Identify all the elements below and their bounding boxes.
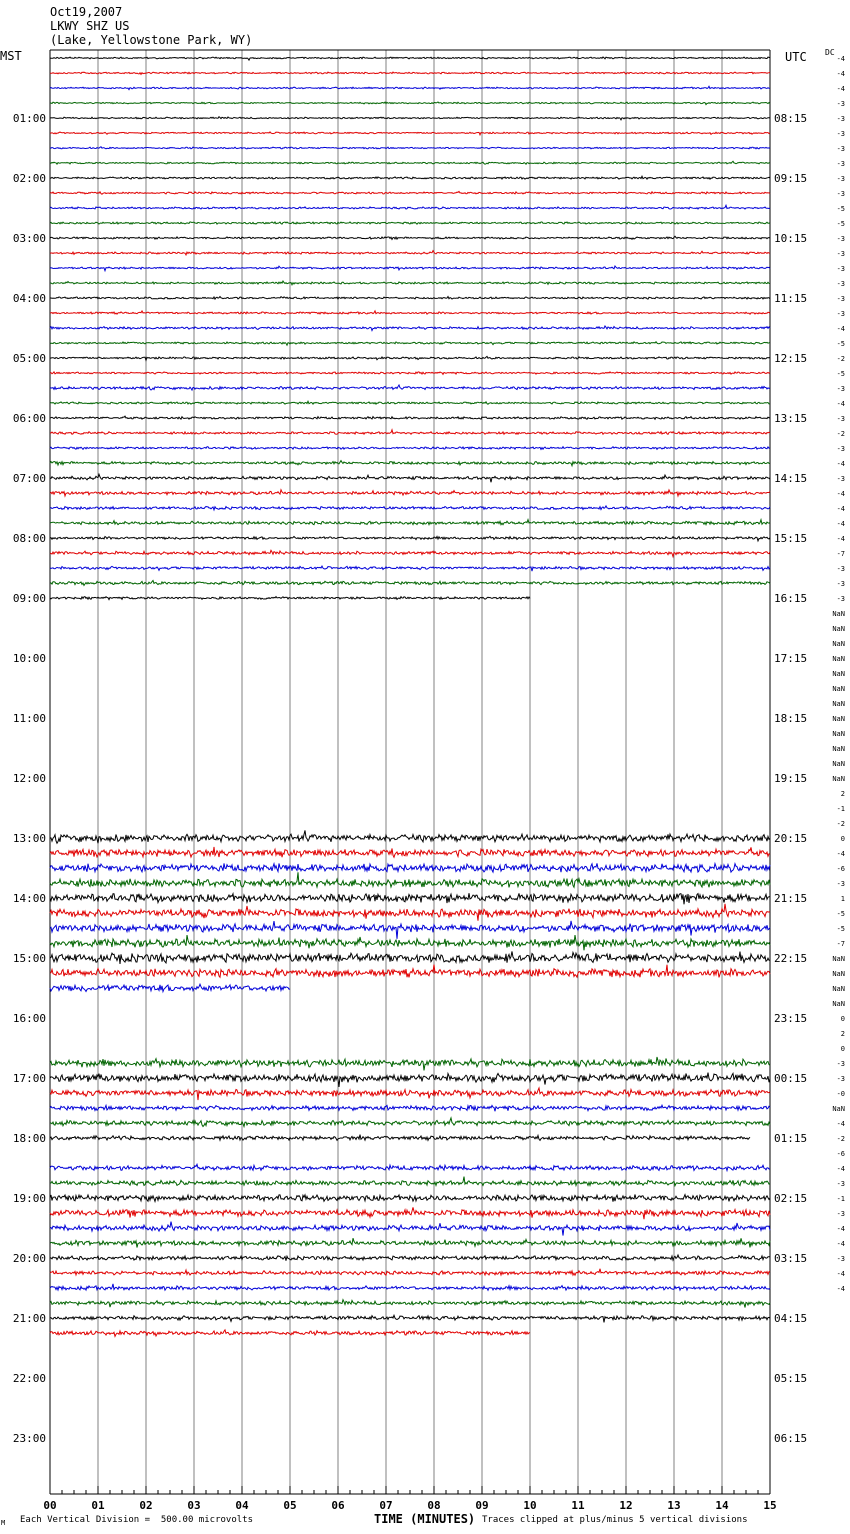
- dc-offset-value: -4: [836, 460, 845, 468]
- dc-offset-value: -5: [836, 340, 845, 348]
- x-tick-label: 09: [475, 1499, 489, 1512]
- trace-row-9: [50, 191, 770, 194]
- trace-row-5: [50, 132, 770, 135]
- dc-offset-value: 0: [840, 1045, 845, 1053]
- dc-offset-value: -1: [836, 805, 845, 813]
- dc-offset-value: -3: [836, 445, 845, 453]
- right-hour-label: 06:15: [774, 1432, 808, 1445]
- dc-offset-value: -3: [836, 265, 845, 273]
- dc-offset-value: NaN: [832, 760, 845, 768]
- left-hour-label: 12:00: [12, 772, 46, 785]
- dc-offset-value: -3: [836, 1180, 845, 1188]
- trace-row-67: [50, 1057, 770, 1070]
- left-hour-label: 18:00: [12, 1132, 46, 1145]
- left-hour-label: 11:00: [12, 712, 46, 725]
- dc-offset-value: -3: [836, 475, 845, 483]
- dc-offset-value: -4: [836, 55, 845, 63]
- right-hour-label: 18:15: [774, 712, 808, 725]
- x-tick-label: 11: [571, 1499, 585, 1512]
- trace-row-58: [50, 921, 770, 939]
- dc-offset-value: -7: [836, 940, 845, 948]
- dc-offset-value: 0: [840, 835, 845, 843]
- trace-row-14: [50, 266, 770, 271]
- right-hour-label: 03:15: [774, 1252, 808, 1265]
- dc-offset-column: [832, 55, 845, 1293]
- x-tick-label: 12: [619, 1499, 633, 1512]
- trace-row-15: [50, 281, 770, 285]
- trace-row-26: [50, 447, 770, 450]
- left-hour-label: 15:00: [12, 952, 46, 965]
- dc-offset-value: -3: [836, 175, 845, 183]
- dc-offset-value: -3: [836, 1210, 845, 1218]
- right-hour-axis: [774, 112, 807, 1445]
- trace-row-21: [50, 372, 770, 375]
- trace-row-77: [50, 1207, 770, 1219]
- dc-offset-value: 2: [840, 790, 845, 798]
- dc-offset-value: -3: [836, 280, 845, 288]
- dc-offset-value: NaN: [832, 685, 845, 693]
- time-grid: [50, 50, 770, 1494]
- x-tick-label: 03: [187, 1499, 201, 1512]
- dc-offset-value: -3: [836, 250, 845, 258]
- x-tick-label: 04: [235, 1499, 249, 1512]
- x-tick-label: 01: [91, 1499, 105, 1512]
- trace-row-81: [50, 1269, 770, 1275]
- dc-offset-value: NaN: [832, 670, 845, 678]
- dc-offset-value: NaN: [832, 625, 845, 633]
- left-hour-label: 23:00: [12, 1432, 46, 1445]
- trace-row-6: [50, 147, 770, 149]
- dc-offset-value: -2: [836, 355, 845, 363]
- dc-offset-value: NaN: [832, 640, 845, 648]
- right-hour-label: 02:15: [774, 1192, 808, 1205]
- trace-row-0: [50, 57, 770, 60]
- dc-offset-value: -5: [836, 205, 845, 213]
- right-hour-label: 09:15: [774, 172, 808, 185]
- trace-row-11: [50, 222, 770, 224]
- dc-offset-value: NaN: [832, 745, 845, 753]
- dc-offset-value: -0: [836, 1090, 845, 1098]
- left-hour-label: 22:00: [12, 1372, 46, 1385]
- left-hour-label: 17:00: [12, 1072, 46, 1085]
- dc-offset-value: -3: [836, 415, 845, 423]
- trace-row-18: [50, 326, 770, 331]
- trace-row-70: [50, 1105, 770, 1111]
- dc-offset-value: -5: [836, 925, 845, 933]
- trace-row-69: [50, 1088, 770, 1100]
- left-hour-label: 06:00: [12, 412, 46, 425]
- dc-offset-value: -4: [836, 490, 845, 498]
- dc-offset-value: 1: [840, 895, 845, 903]
- trace-row-10: [50, 205, 770, 209]
- right-hour-label: 16:15: [774, 592, 808, 605]
- trace-row-61: [50, 965, 770, 978]
- clip-note: Traces clipped at plus/minus 5 vertical divisions: [482, 1515, 748, 1525]
- dc-offset-value: -4: [836, 1165, 845, 1173]
- dc-offset-value: NaN: [832, 970, 845, 978]
- dc-offset-value: NaN: [832, 655, 845, 663]
- right-hour-label: 20:15: [774, 832, 808, 845]
- trace-row-71: [50, 1118, 770, 1127]
- trace-row-2: [50, 86, 770, 89]
- right-hour-label: 14:15: [774, 472, 808, 485]
- left-hour-label: 01:00: [12, 112, 46, 125]
- dc-offset-value: -3: [836, 115, 845, 123]
- left-hour-label: 20:00: [12, 1252, 46, 1265]
- dc-offset-value: NaN: [832, 775, 845, 783]
- trace-row-56: [50, 893, 770, 904]
- trace-row-31: [50, 520, 770, 525]
- left-hour-label: 16:00: [12, 1012, 46, 1025]
- trace-row-3: [50, 102, 770, 105]
- right-hour-label: 17:15: [774, 652, 808, 665]
- trace-row-83: [50, 1300, 770, 1308]
- trace-row-80: [50, 1255, 770, 1261]
- trace-row-55: [50, 872, 770, 887]
- trace-row-75: [50, 1177, 770, 1186]
- left-hour-label: 13:00: [12, 832, 46, 845]
- trace-row-23: [50, 401, 770, 404]
- x-tick-label: 06: [331, 1499, 345, 1512]
- x-tick-label: 02: [139, 1499, 153, 1512]
- right-hour-label: 05:15: [774, 1372, 808, 1385]
- dc-offset-value: -3: [836, 130, 845, 138]
- dc-label: DC: [825, 48, 835, 57]
- dc-offset-value: -4: [836, 505, 845, 513]
- right-hour-label: 23:15: [774, 1012, 808, 1025]
- dc-offset-value: -5: [836, 370, 845, 378]
- right-hour-label: 21:15: [774, 892, 808, 905]
- trace-row-24: [50, 416, 770, 419]
- trace-row-16: [50, 297, 770, 300]
- right-hour-label: 12:15: [774, 352, 808, 365]
- trace-row-30: [50, 506, 770, 510]
- dc-offset-value: -2: [836, 820, 845, 828]
- dc-offset-value: -3: [836, 145, 845, 153]
- trace-row-34: [50, 566, 770, 571]
- dc-offset-value: -6: [836, 865, 845, 873]
- trace-row-53: [50, 847, 770, 857]
- dc-offset-value: NaN: [832, 1105, 845, 1113]
- trace-row-22: [50, 385, 770, 390]
- right-hour-label: 13:15: [774, 412, 808, 425]
- trace-row-52: [50, 830, 770, 843]
- dc-offset-value: -4: [836, 1225, 845, 1233]
- trace-row-68: [50, 1073, 770, 1087]
- x-axis: [43, 1486, 776, 1512]
- left-hour-label: 21:00: [12, 1312, 46, 1325]
- trace-row-19: [50, 342, 770, 346]
- trace-row-33: [50, 550, 770, 556]
- dc-offset-value: -4: [836, 1285, 845, 1293]
- dc-offset-value: -3: [836, 160, 845, 168]
- trace-row-79: [50, 1238, 770, 1247]
- dc-offset-value: -7: [836, 550, 845, 558]
- trace-row-25: [50, 430, 770, 435]
- dc-offset-value: -3: [836, 595, 845, 603]
- right-hour-label: 01:15: [774, 1132, 808, 1145]
- dc-offset-value: NaN: [832, 1000, 845, 1008]
- scale-note: Each Vertical Division = 500.00 microvolts: [20, 1515, 253, 1525]
- dc-offset-value: NaN: [832, 700, 845, 708]
- dc-offset-value: -3: [836, 1075, 845, 1083]
- dc-offset-value: -4: [836, 1240, 845, 1248]
- dc-offset-value: -3: [836, 310, 845, 318]
- trace-group: [50, 57, 770, 1336]
- dc-offset-value: -4: [836, 535, 845, 543]
- left-timezone: MST: [0, 49, 22, 63]
- trace-row-57: [50, 904, 770, 921]
- dc-offset-value: -5: [836, 910, 845, 918]
- trace-row-62: [50, 984, 290, 991]
- trace-row-59: [50, 935, 770, 950]
- trace-row-28: [50, 474, 770, 482]
- dc-offset-value: -5: [836, 220, 845, 228]
- dc-offset-value: -3: [836, 565, 845, 573]
- dc-offset-value: -3: [836, 235, 845, 243]
- chart-date: Oct19,2007: [50, 5, 123, 19]
- dc-offset-value: -3: [836, 100, 845, 108]
- trace-row-74: [50, 1164, 770, 1170]
- left-hour-label: 03:00: [12, 232, 46, 245]
- dc-offset-value: -4: [836, 400, 845, 408]
- chart-location: (Lake, Yellowstone Park, WY): [50, 33, 253, 47]
- footer-mark: M: [1, 1519, 6, 1527]
- dc-offset-value: -2: [836, 430, 845, 438]
- dc-offset-value: NaN: [832, 715, 845, 723]
- left-hour-label: 04:00: [12, 292, 46, 305]
- x-tick-label: 07: [379, 1499, 393, 1512]
- right-hour-label: 08:15: [774, 112, 808, 125]
- dc-offset-value: -3: [836, 1060, 845, 1068]
- trace-row-32: [50, 536, 770, 541]
- x-tick-label: 08: [427, 1499, 441, 1512]
- trace-row-7: [50, 161, 770, 164]
- trace-row-13: [50, 251, 770, 255]
- right-hour-label: 22:15: [774, 952, 808, 965]
- dc-offset-value: -4: [836, 85, 845, 93]
- trace-row-78: [50, 1222, 770, 1236]
- chart-station: LKWY SHZ US: [50, 19, 130, 33]
- trace-row-29: [50, 490, 770, 496]
- trace-row-60: [50, 951, 770, 964]
- dc-offset-value: 2: [840, 1030, 845, 1038]
- left-hour-label: 07:00: [12, 472, 46, 485]
- dc-offset-value: 0: [840, 1015, 845, 1023]
- dc-offset-value: -4: [836, 70, 845, 78]
- right-hour-label: 15:15: [774, 532, 808, 545]
- left-hour-label: 02:00: [12, 172, 46, 185]
- right-hour-label: 04:15: [774, 1312, 808, 1325]
- left-hour-label: 19:00: [12, 1192, 46, 1205]
- dc-offset-value: -4: [836, 1270, 845, 1278]
- x-tick-label: 05: [283, 1499, 297, 1512]
- trace-row-4: [50, 117, 770, 120]
- right-hour-label: 11:15: [774, 292, 808, 305]
- dc-offset-value: -1: [836, 1195, 845, 1203]
- trace-row-84: [50, 1315, 770, 1322]
- dc-offset-value: -4: [836, 325, 845, 333]
- right-hour-label: 19:15: [774, 772, 808, 785]
- dc-offset-value: -3: [836, 880, 845, 888]
- trace-row-76: [50, 1195, 770, 1202]
- right-hour-label: 10:15: [774, 232, 808, 245]
- trace-row-20: [50, 356, 770, 360]
- dc-offset-value: NaN: [832, 985, 845, 993]
- dc-offset-value: NaN: [832, 730, 845, 738]
- dc-offset-value: -3: [836, 190, 845, 198]
- dc-offset-value: -4: [836, 520, 845, 528]
- left-hour-label: 08:00: [12, 532, 46, 545]
- x-tick-label: 00: [43, 1499, 57, 1512]
- trace-row-72: [50, 1135, 750, 1141]
- right-timezone: UTC: [785, 50, 807, 64]
- left-hour-label: 09:00: [12, 592, 46, 605]
- left-hour-label: 10:00: [12, 652, 46, 665]
- x-axis-title: TIME (MINUTES): [374, 1512, 476, 1526]
- dc-offset-value: -3: [836, 385, 845, 393]
- trace-row-54: [50, 863, 770, 872]
- trace-row-8: [50, 176, 770, 179]
- dc-offset-value: -3: [836, 1255, 845, 1263]
- dc-offset-value: NaN: [832, 610, 845, 618]
- left-hour-axis: [13, 112, 46, 1445]
- trace-row-1: [50, 72, 770, 74]
- trace-row-12: [50, 236, 770, 239]
- dc-offset-value: -2: [836, 1135, 845, 1143]
- trace-row-17: [50, 311, 770, 314]
- dc-offset-value: -4: [836, 850, 845, 858]
- dc-offset-value: -4: [836, 1120, 845, 1128]
- right-hour-label: 00:15: [774, 1072, 808, 1085]
- dc-offset-value: -3: [836, 295, 845, 303]
- trace-row-82: [50, 1284, 770, 1290]
- x-tick-label: 14: [715, 1499, 729, 1512]
- x-tick-label: 13: [667, 1499, 681, 1512]
- x-tick-label: 15: [763, 1499, 777, 1512]
- x-tick-label: 10: [523, 1499, 537, 1512]
- dc-offset-value: NaN: [832, 955, 845, 963]
- dc-offset-value: -6: [836, 1150, 845, 1158]
- dc-offset-value: -3: [836, 580, 845, 588]
- left-hour-label: 14:00: [12, 892, 46, 905]
- left-hour-label: 05:00: [12, 352, 46, 365]
- trace-row-27: [50, 461, 770, 466]
- trace-row-35: [50, 581, 770, 586]
